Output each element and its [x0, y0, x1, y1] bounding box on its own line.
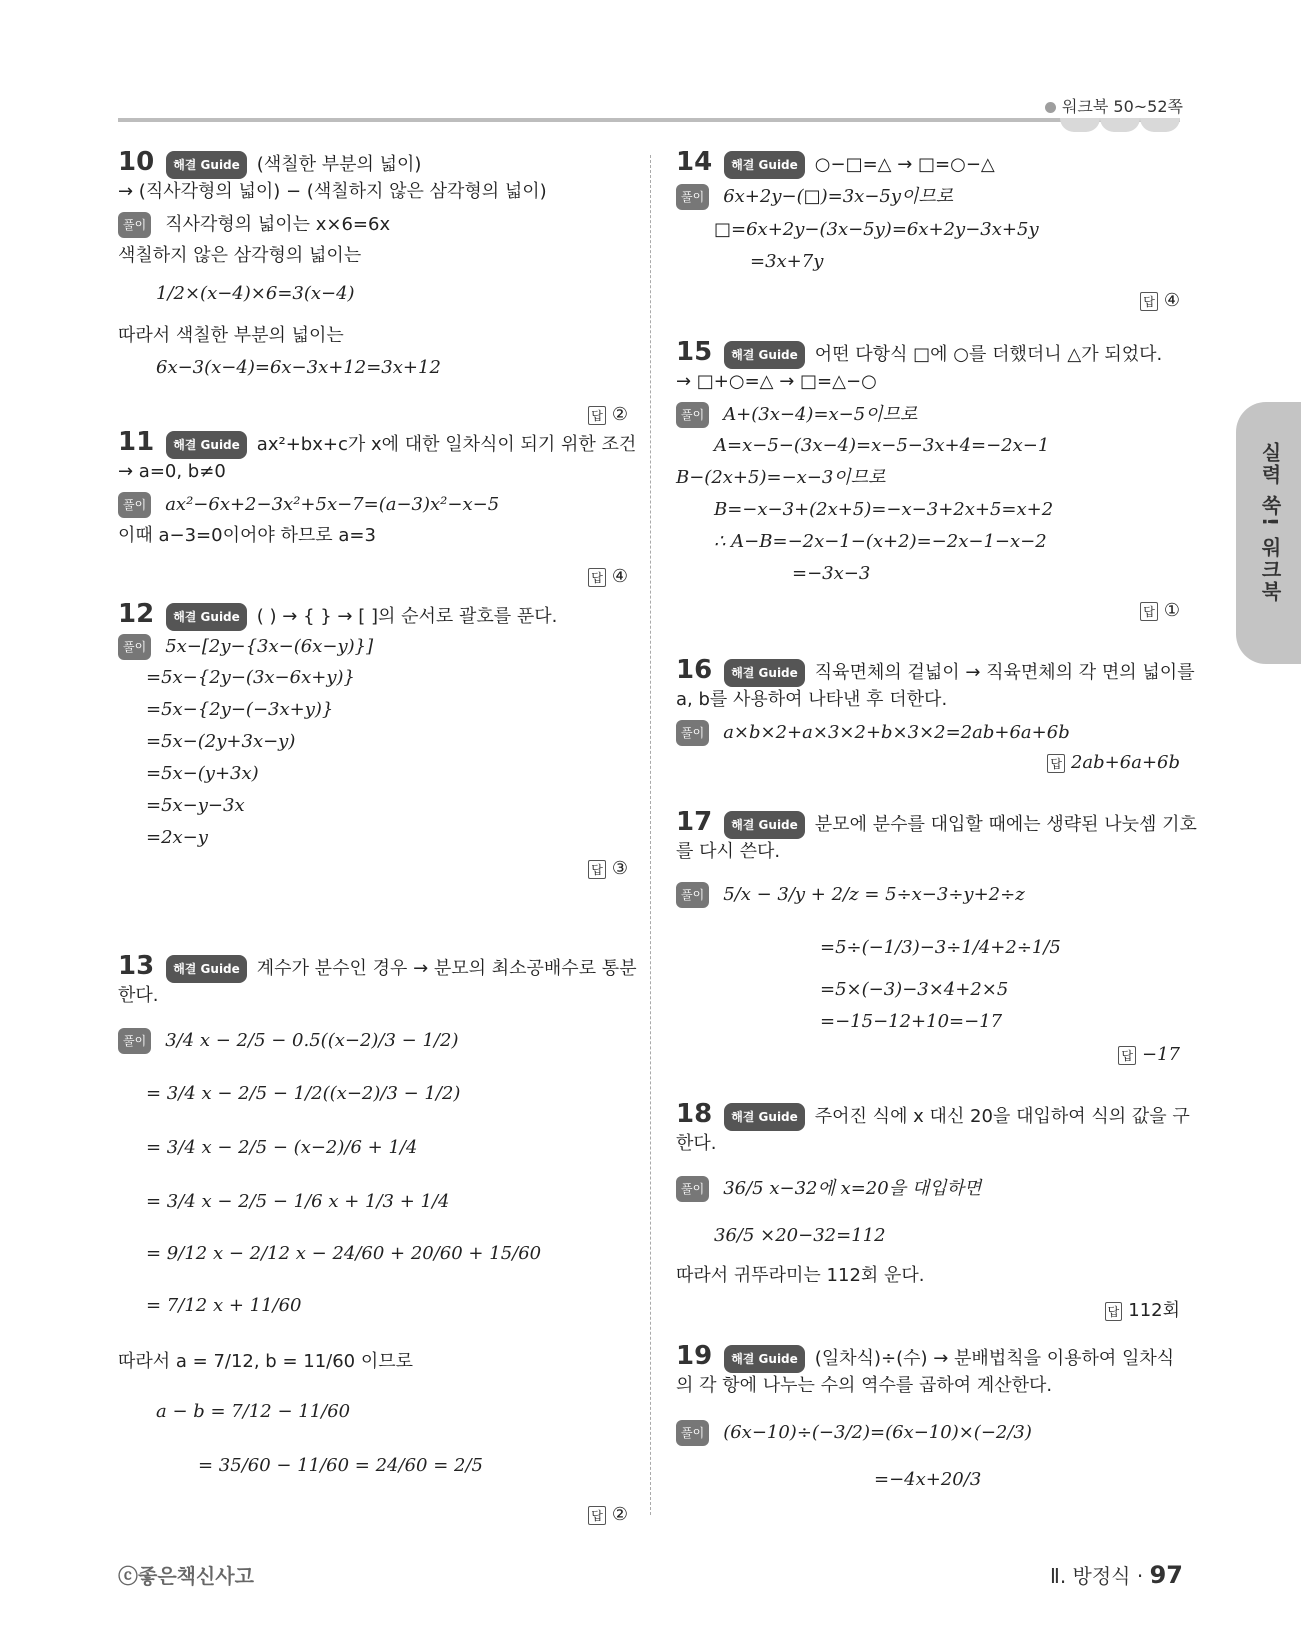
solution-line: 36/5 x−32에 x=20을 대입하면 [723, 1178, 982, 1199]
problem-number: 12 [118, 599, 155, 629]
guide-text: → □+○=△ → □=△−○ [676, 371, 877, 392]
column-divider [650, 155, 651, 1515]
solution-line: 따라서 귀뚜라미는 112회 운다. [676, 1265, 925, 1286]
answer-icon: 답 [1118, 1046, 1136, 1065]
problem-number: 11 [118, 427, 155, 457]
answer [588, 858, 628, 879]
answer-value: 2ab+6a+6b [1070, 752, 1180, 773]
guide-badge: 해결 Guide [166, 603, 247, 631]
solution-line: =−4x+20/3 [874, 1469, 982, 1490]
answer-icon: 답 [588, 568, 606, 587]
solution-line: =2x−y [146, 827, 208, 848]
workbook-reference [1045, 94, 1183, 117]
header-decoration [1060, 118, 1180, 134]
guide-badge: 해결 Guide [724, 811, 805, 839]
solution-badge: 풀이 [676, 402, 709, 428]
answer-value: −17 [1142, 1044, 1180, 1065]
answer-icon: 답 [1047, 754, 1065, 773]
guide-text: 한다. [676, 1133, 717, 1154]
solution-line: = 9/12 x − 2/12 x − 24/60 + 20/60 + 15/60 [146, 1243, 542, 1264]
decoration-bump [1140, 118, 1180, 132]
section-side-tab [1236, 402, 1301, 664]
answer-value: ③ [611, 858, 628, 879]
solution-line: =5x−{2y−(−3x+y)} [146, 699, 334, 720]
guide-text: (일차식)÷(수) → 분배법칙을 이용하여 일차식 [814, 1348, 1175, 1369]
guide-text: → a=0, b≠0 [118, 461, 226, 482]
side-tab-label: 실력 쑥! 워크북 [1258, 442, 1282, 604]
answer-icon: 답 [1140, 292, 1158, 311]
guide-badge: 해결 Guide [166, 431, 247, 459]
solution-line: = 35/60 − 11/60 = 24/60 = 2/5 [198, 1455, 483, 1476]
problem-number: 17 [676, 807, 713, 837]
solution-line: 1/2×(x−4)×6=3(x−4) [156, 283, 355, 304]
solution-badge: 풀이 [118, 492, 151, 518]
answer [588, 566, 628, 587]
solution-line: A=x−5−(3x−4)=x−5−3x+4=−2x−1 [714, 435, 1050, 456]
solution-line: =−3x−3 [792, 563, 871, 584]
solution-line: =5÷(−1/3)−3÷1/4+2÷1/5 [820, 937, 1061, 958]
solution-badge: 풀이 [118, 634, 151, 660]
guide-badge: 해결 Guide [724, 151, 805, 179]
guide-badge: 해결 Guide [166, 151, 247, 179]
solution-line: =5x−(y+3x) [146, 763, 259, 784]
answer-value: ② [611, 404, 628, 425]
problem-number: 14 [676, 147, 713, 177]
solution-line: 6x−3(x−4)=6x−3x+12=3x+12 [156, 357, 441, 378]
answer-value: ① [1163, 600, 1180, 621]
guide-text: → (직사각형의 넓이) − (색칠하지 않은 삼각형의 넓이) [118, 181, 547, 202]
guide-text: 주어진 식에 x 대신 20을 대입하여 식의 값을 구 [814, 1106, 1190, 1127]
guide-text: ( ) → { } → [ ]의 순서로 괄호를 푼다. [256, 606, 558, 627]
problem-number: 15 [676, 337, 713, 367]
guide-text: ax²+bx+c가 x에 대한 일차식이 되기 위한 조건 [256, 434, 637, 455]
answer-icon: 답 [588, 860, 606, 879]
guide-text: 계수가 분수인 경우 → 분모의 최소공배수로 통분 [256, 958, 637, 979]
solution-line: =5x−(2y+3x−y) [146, 731, 296, 752]
solution-line: □=6x+2y−(3x−5y)=6x+2y−3x+5y [714, 219, 1039, 240]
answer [1105, 1296, 1180, 1322]
guide-badge: 해결 Guide [724, 1103, 805, 1131]
problem-number: 18 [676, 1099, 713, 1129]
answer [588, 1504, 628, 1525]
answer [1047, 752, 1180, 773]
guide-badge: 해결 Guide [166, 955, 247, 983]
solution-line: 따라서 색칠한 부분의 넓이는 [118, 325, 344, 346]
solution-badge: 풀이 [676, 882, 709, 908]
solution-line: 따라서 a = 7/12, b = 11/60 이므로 [118, 1351, 414, 1372]
solution-line: 이때 a−3=0이어야 하므로 a=3 [118, 525, 376, 546]
solution-line: B=−x−3+(2x+5)=−x−3+2x+5=x+2 [714, 499, 1054, 520]
solution-line: =5×(−3)−3×4+2×5 [820, 979, 1009, 1000]
answer-value: 112회 [1128, 1300, 1180, 1321]
solution-line: = 3/4 x − 2/5 − 1/2((x−2)/3 − 1/2) [146, 1083, 461, 1104]
solution-line: 색칠하지 않은 삼각형의 넓이는 [118, 245, 362, 266]
problem-number: 13 [118, 951, 155, 981]
guide-text: (색칠한 부분의 넓이) [256, 154, 422, 175]
answer-value: ② [611, 1504, 628, 1525]
answer-icon: 답 [1105, 1302, 1123, 1321]
solution-line: 36/5 ×20−32=112 [714, 1225, 886, 1246]
guide-badge: 해결 Guide [724, 659, 805, 687]
solution-line: 5/x − 3/y + 2/z = 5÷x−3÷y+2÷z [723, 884, 1025, 905]
guide-text: ○−□=△ → □=○−△ [814, 154, 995, 175]
decoration-bump [1060, 118, 1100, 132]
solution-badge: 풀이 [676, 1176, 709, 1202]
problem-number: 16 [676, 655, 713, 685]
solution-line: a − b = 7/12 − 11/60 [156, 1401, 351, 1422]
answer-icon: 답 [588, 406, 606, 425]
problem-number: 19 [676, 1341, 713, 1371]
solution-line: =3x+7y [750, 251, 824, 272]
solution-line: a×b×2+a×3×2+b×3×2=2ab+6a+6b [723, 722, 1070, 743]
solution-line: =−15−12+10=−17 [820, 1011, 1003, 1032]
guide-text: 직육면체의 겉넓이 → 직육면체의 각 면의 넓이를 [814, 662, 1195, 683]
guide-text: 분모에 분수를 대입할 때에는 생략된 나눗셈 기호 [814, 814, 1197, 835]
guide-text: a, b를 사용하여 나타낸 후 더한다. [676, 689, 948, 710]
workbook-ref-text: 워크북 50~52쪽 [1061, 97, 1183, 116]
page-number: 97 [1149, 1561, 1183, 1589]
solution-line: (6x−10)÷(−3/2)=(6x−10)×(−2/3) [723, 1422, 1032, 1443]
solution-line: B−(2x+5)=−x−3이므로 [676, 467, 886, 488]
solution-line: ax²−6x+2−3x²+5x−7=(a−3)x²−x−5 [165, 494, 500, 515]
publisher-logo: ⓒ좋은책신사고 [118, 1564, 254, 1588]
guide-text: 의 각 항에 나누는 수의 역수를 곱하여 계산한다. [676, 1375, 1053, 1396]
answer-icon: 답 [588, 1506, 606, 1525]
guide-badge: 해결 Guide [724, 341, 805, 369]
answer [1118, 1044, 1180, 1065]
solution-line: 6x+2y−(□)=3x−5y이므로 [723, 186, 954, 207]
guide-text: 한다. [118, 985, 159, 1006]
solution-badge: 풀이 [676, 720, 709, 746]
answer-icon: 답 [1140, 602, 1158, 621]
solution-line: 3/4 x − 2/5 − 0.5((x−2)/3 − 1/2) [165, 1030, 459, 1051]
solution-badge: 풀이 [118, 212, 151, 238]
page-footer: Ⅱ. 방정식 · 97 [1049, 1561, 1183, 1589]
solution-line: = 3/4 x − 2/5 − (x−2)/6 + 1/4 [146, 1137, 418, 1158]
answer [1140, 290, 1180, 311]
solution-line: 직사각형의 넓이는 x×6=6x [165, 214, 391, 235]
solution-line: A+(3x−4)=x−5이므로 [723, 404, 918, 425]
answer-value: ④ [1163, 290, 1180, 311]
solution-line: =5x−{2y−(3x−6x+y)} [146, 667, 355, 688]
solution-badge: 풀이 [118, 1028, 151, 1054]
problem-number: 10 [118, 147, 155, 177]
guide-text: 를 다시 쓴다. [676, 841, 781, 862]
solution-line: = 7/12 x + 11/60 [146, 1295, 302, 1316]
solution-line: = 3/4 x − 2/5 − 1/6 x + 1/3 + 1/4 [146, 1191, 450, 1212]
guide-badge: 해결 Guide [724, 1345, 805, 1373]
solution-line: 5x−[2y−{3x−(6x−y)}] [165, 636, 374, 657]
answer [588, 404, 628, 425]
solution-badge: 풀이 [676, 184, 709, 210]
solution-line: =5x−y−3x [146, 795, 245, 816]
guide-text: 어떤 다항식 □에 ○를 더했더니 △가 되었다. [814, 344, 1163, 365]
solution-badge: 풀이 [676, 1420, 709, 1446]
header-rule [118, 118, 1180, 122]
decoration-bump [1100, 118, 1140, 132]
answer [1140, 600, 1180, 621]
bullet-icon [1045, 102, 1056, 113]
answer-value: ④ [611, 566, 628, 587]
chapter-label: Ⅱ. 방정식 [1049, 1564, 1131, 1588]
solution-line: ∴ A−B=−2x−1−(x+2)=−2x−1−x−2 [714, 531, 1047, 552]
